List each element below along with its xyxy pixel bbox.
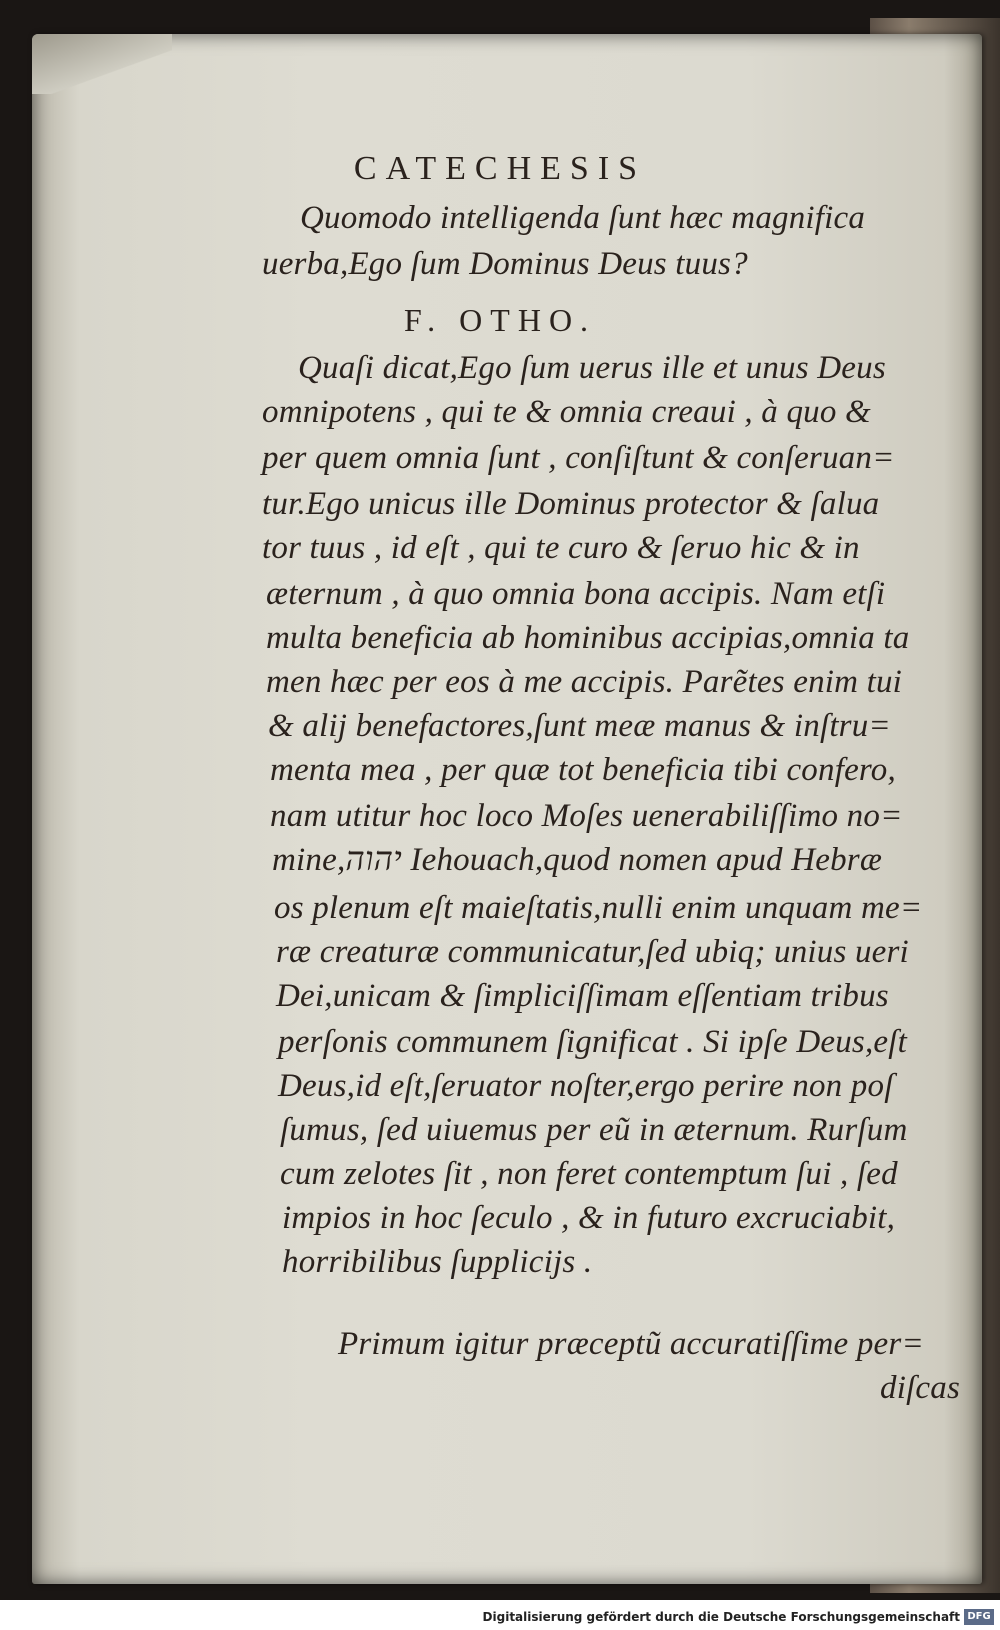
- answer-line-8: men hæc per eos à me accipis. Parẽtes enim tui: [266, 664, 903, 700]
- answer-line-4: tur.Ego unicus ille Dominus protector & ſalua: [262, 486, 880, 522]
- page-fold: [32, 34, 172, 94]
- answer-line-21: horribilibus ſupplicijs .: [282, 1244, 593, 1280]
- answer-line-3: per quem omnia ſunt , conſiſtunt & conſeruan=: [262, 440, 895, 476]
- speaker-label: F. OTHO.: [403, 302, 597, 338]
- answer-line-20: impios in hoc ſeculo , & in futuro excruciabit,: [282, 1200, 896, 1236]
- answer-line-13: os plenum eſt maieſtatis,nulli enim unquam me=: [274, 890, 923, 926]
- footer-credit: Digitalisierung gefördert durch die Deutsche Forschungsgemeinschaft: [482, 1610, 960, 1624]
- footer-bar: [0, 1600, 1000, 1630]
- dfg-logo: DFG: [964, 1609, 994, 1625]
- question-line-1: Quomodo intelligenda ſunt hæc magnifica: [300, 200, 866, 236]
- answer-line-7: multa beneficia ab hominibus accipias,omnia ta: [266, 620, 910, 656]
- answer-line-9: & alij benefactores,ſunt meæ manus & inſtru=: [268, 708, 891, 744]
- page-heading: CATECHESIS: [353, 150, 647, 187]
- answer-line-5: tor tuus , id eſt , qui te curo & ſeruo hic & in: [262, 530, 860, 566]
- closing-line: Primum igitur præceptũ accuratiſſime per=: [338, 1326, 924, 1362]
- answer-line-15: Dei,unicam & ſimpliciſſimam eſſentiam tribus: [276, 978, 889, 1014]
- answer-line-12: mine,יהוה Iehouach,quod nomen apud Hebræ: [272, 842, 883, 878]
- answer-line-11: nam utitur hoc loco Moſes uenerabiliſſimo no=: [270, 798, 903, 834]
- answer-line-16: perſonis communem ſignificat . Si ipſe Deus,eſt: [278, 1024, 907, 1060]
- answer-line-6: æternum , à quo omnia bona accipis. Nam etſi: [266, 576, 886, 612]
- answer-line-1: Quaſi dicat,Ego ſum uerus ille et unus Deus: [298, 350, 886, 386]
- answer-line-18: ſumus, ſed uiuemus per eũ in æternum. Rurſum: [280, 1112, 908, 1148]
- answer-line-19: cum zelotes ſit , non feret contemptum ſui , ſed: [280, 1156, 898, 1192]
- answer-line-2: omnipotens , qui te & omnia creaui , à quo &: [262, 394, 871, 430]
- question-line-2: uerba,Ego ſum Dominus Deus tuus?: [262, 246, 748, 282]
- catchword: diſcas: [880, 1370, 961, 1406]
- answer-line-10: menta mea , per quæ tot beneficia tibi confero,: [270, 752, 896, 788]
- answer-line-14: ræ creaturæ communicatur,ſed ubiq; unius ueri: [276, 934, 909, 970]
- answer-line-17: Deus,id eſt,ſeruator noſter,ergo perire non poſ: [278, 1068, 894, 1104]
